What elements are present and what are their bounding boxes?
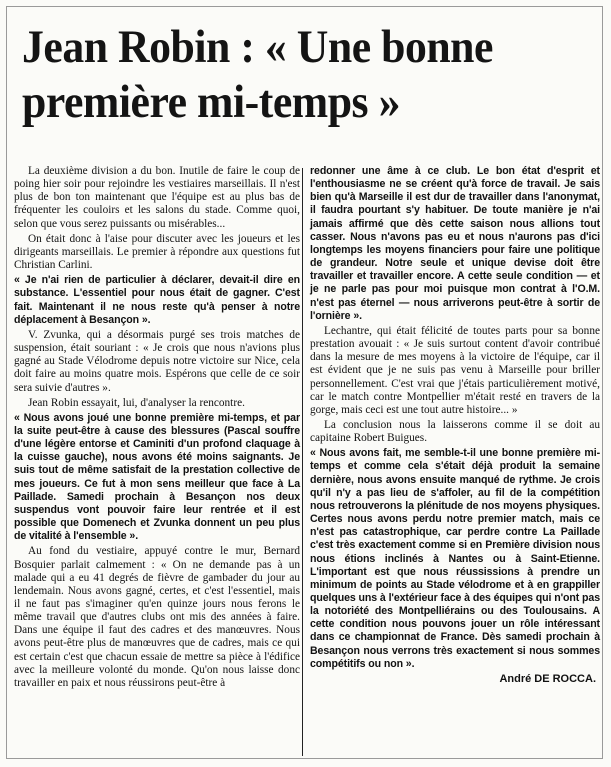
paragraph: On était donc à l'aise pour discuter avec les joueurs et les dirigeants marseillais. Le premier à répondre aux questions fut Christian Carlini.: [14, 232, 300, 272]
left-column: [14, 165, 300, 692]
quote-paragraph: redonner une âme à ce club. Le bon état d'esprit et l'enthousiasme ne se créent qu'à force de travail. Je sais bien qu'à Marseille il est dur de travailler dans l'anonymat, il faudra pourtant s'y habituer. De toute manière je n'ai jamais affirmé que dès cette saison nous allions tout casser. Nous n'avons pas eu et nous n'aurons pas d'ici longtemps les moyens financiers pour faire une politique de grandeur. Notre seule et unique devise doit être travailler et travailler encore. A cette seule condition — et je ne parle pas pour moi puisque mon contrat à l'O.M. n'est pas éternel — nous arriverons peut-être à sortir de l'ornière ».: [310, 165, 600, 322]
paragraph: Lechantre, qui était félicité de toutes parts pour sa bonne prestation avouait : « Je suis surtout content d'avoir contribué dans la mesure de mes moyens à la victoire de l'équipe, car il est évident que je ne suis pas venu à Marseille pour briller personnellement. C'est vrai que j'étais particulièrement motivé, car le match contre Montpellier m'était resté en travers de la gorge, mais ceci est une tout autre histoire... »: [310, 324, 600, 416]
headline-line-1: Jean Robin : « Une bonne: [22, 21, 493, 73]
paragraph: Au fond du vestiaire, appuyé contre le mur, Bernard Bosquier parlait calmement : « On ne demande pas à un malade qui a eu 41 degrés de fièvre de gambader du jour au lendemain. Nous avons gagné, certes, et c'est l'essentiel, mais il ne faut pas s'imaginer qu'en quinze jours nous ferons le même travail que d'autres clubs ont mis des années à faire. Dans une équipe il faut des cadres et des manœuvres. Nous avons peut-être plus de manœuvres que de cadres, mais ce qui est certain c'est que chacun essaie de mettre sa pièce à l'édifice avec la meilleure volonté du monde. Qu'on nous laisse donc travailler en paix et nous réussirons peut-être à: [14, 545, 300, 689]
paragraph: Jean Robin essayait, lui, d'analyser la rencontre.: [28, 396, 245, 409]
paragraph: La conclusion nous la laisserons comme il se doit au capitaine Robert Buigues.: [310, 418, 600, 445]
paragraph: La deuxième division a du bon. Inutile de faire le coup de poing hier soir pour rejoindre les vestiaires marseillais. Il n'est plus de bon ton maintenant que l'équipe est au plus bas de fréquenter les couloirs et les salons du stade. Comme quoi, selon que vous serez puissants ou misérables...: [14, 165, 300, 230]
headline-line-2: première mi-temps »: [22, 76, 400, 128]
quote-paragraph: « Nous avons joué une bonne première mi-temps, et par la suite peut-être à cause des blessures (Pascal souffre d'une légère entorse et Caminiti d'un profond claquage à la cuisse gauche), nous avons été moins saignants. Je suis tout de même satisfait de la prestation collective de mes joueurs. Ce fut à mon sens meilleur que face à La Paillade. Samedi prochain à Besançon nos deux suspendus vont pouvoir faire leur rentrée et il est possible que Domenech et Zvunka donnent un peu plus de vitalité à l'ensemble ».: [14, 411, 300, 543]
quote-paragraph: « Je n'ai rien de particulier à déclarer, devait-il dire en substance. L'essentiel pour nous était de gagner. C'est fait. Maintenant il ne nous reste qu'à penser à notre déplacement à Besançon ».: [14, 274, 300, 326]
paragraph: V. Zvunka, qui a désormais purgé ses trois matches de suspension, était souriant : « Je crois que nous n'avions plus gagné au Stade Vélodrome depuis notre victoire sur Nice, cela doit faire au moins quatre mois. Espérons que celle de ce soir sera suivie d'autres ».: [14, 328, 300, 394]
column-divider: [302, 168, 303, 756]
headline: [22, 20, 552, 130]
quote-paragraph: « Nous avons fait, me semble-t-il une bonne première mi-temps et comme cela s'était déjà produit la semaine dernière, nous avons ensuite manqué de rythme. Je crois qu'il n'y a pas lieu de s'affoler, au fil de la compétition nous retrouverons la plénitude de nos moyens physiques. Certes nous avons perdu notre premier match, mais ce n'est pas catastrophique, car perdre contre La Paillade c'est très exactement comme si en Première division nous nous étions inclinés à Nantes ou à Saint-Etienne. L'important est que nous réussissions à prendre un minimum de points au Stade vélodrome et à en grappiller quelques uns à l'extérieur face à des équipes qui n'ont pas la notoriété des Montpelliérains ou des Toulousains. A cette condition nous pouvons jouer un rôle intéressant dans ce championnat de France. Dès samedi prochain à Besançon nous verrons très exactement si nous sommes compétitifs ou non ».: [310, 447, 600, 670]
byline: André DE ROCCA.: [499, 672, 596, 685]
right-column: [310, 165, 600, 686]
